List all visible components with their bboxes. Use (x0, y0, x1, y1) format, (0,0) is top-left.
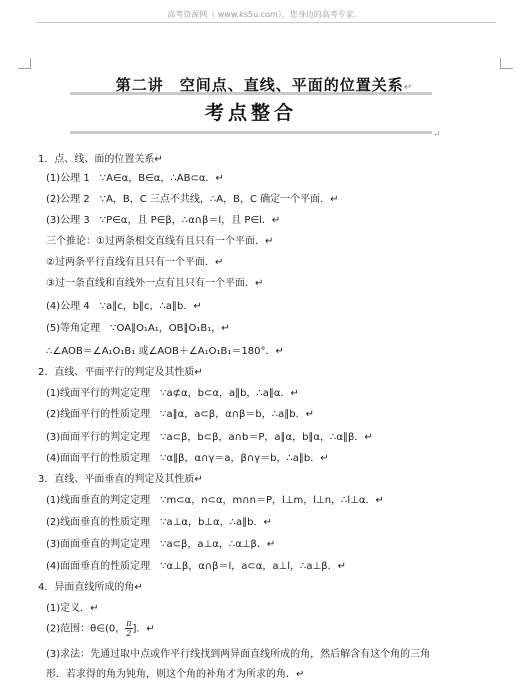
content-line: (4)面面平行的性质定理 ∵α∥β，α∩γ＝a，β∩γ＝b，∴a∥b．↵ (46, 453, 329, 464)
page-header-source: 高考资源网（ www.ks5u.com），您身边的高考专家。 (167, 10, 362, 19)
crop-mark-top-right (500, 58, 513, 69)
content-line: 2．直线、平面平行的判定及其性质↵ (38, 367, 203, 378)
content-line: ②过两条平行直线有且只有一个平面．↵ (46, 257, 224, 268)
content-line: (3)面面垂直的判定定理 ∵a⊂β，a⊥α，∴α⊥β．↵ (46, 539, 276, 550)
crop-mark-top-left (18, 58, 31, 69)
header-divider (36, 22, 496, 23)
content-line: (3)公理 3 ∵P∈α，且 P∈β，∴α∩β＝l，且 P∈l．↵ (46, 215, 281, 226)
content-line: (2)线面垂直的性质定理 ∵a⊥α，b⊥α，∴a∥b．↵ (46, 517, 272, 528)
content-line: 1．点、线、面的位置关系↵ (38, 154, 163, 165)
fraction (125, 619, 132, 638)
section-banner-text: 考点整合 (204, 102, 297, 124)
content-line: ∴∠AOB＝∠A₁O₁B₁ 或∠AOB＋∠A₁O₁B₁＝180°．↵ (46, 346, 284, 357)
content-line: (2)公理 2 ∵A，B，C 三点不共线，∴A，B，C 确定一个平面．↵ (46, 194, 339, 205)
content-line: (2)线面平行的性质定理 ∵a∥α，a⊂β，α∩β＝b，∴a∥b．↵ (46, 409, 314, 420)
content-line: (3)求法：先通过取中点或作平行线找到两异面直线所成的角，然后解含有这个角的三角 (46, 649, 431, 660)
content-line: (1)定义．↵ (46, 603, 99, 614)
content-line: 三个推论：①过两条相交直线有且只有一个平面．↵ (46, 236, 274, 247)
lecture-title-text: 第二讲 空间点、直线、平面的位置关系 (115, 76, 404, 94)
range-suffix: ]．↵ (132, 623, 155, 635)
range-prefix: (2)范围：θ∈(0， (46, 623, 126, 635)
range-line (46, 619, 155, 638)
content-line: (4)面面垂直的性质定理 ∵α⊥β，α∩β＝l，a⊂α，a⊥l，∴a⊥β．↵ (46, 561, 346, 572)
section-banner (70, 92, 432, 134)
fraction-numerator: π (126, 619, 132, 628)
paragraph-mark: ↵ (403, 82, 414, 93)
content-line: ③过一条直线和直线外一点有且只有一个平面．↵ (46, 278, 264, 289)
content-line: (1)线面垂直的判定定理 ∵m⊂α，n⊂α，m∩n＝P，l⊥m，l⊥n，∴l⊥α．↵ (46, 495, 384, 506)
paragraph-mark: ↵ (433, 130, 441, 140)
fraction-denominator: 2 (126, 629, 132, 638)
content-line: (4)公理 4 ∵a∥c，b∥c，∴a∥b．↵ (46, 301, 202, 312)
content-line: (1)线面平行的判定定理 ∵a⊄α，b⊂α，a∥b，∴a∥α．↵ (46, 388, 299, 399)
content-line: 形．若求得的角为钝角，则这个角的补角才为所求的角．↵ (46, 669, 305, 680)
content-line: 3．直线、平面垂直的判定及其性质↵ (38, 474, 203, 485)
content-line: 4．异面直线所成的角↵ (38, 582, 143, 593)
content-line: (1)公理 1 ∵A∈α，B∈α，∴AB⊂α．↵ (46, 173, 224, 184)
content-line: (5)等角定理 ∵OA∥O₁A₁，OB∥O₁B₁，↵ (46, 323, 230, 334)
content-line: (3)面面平行的判定定理 ∵a⊂β，b⊂β，a∩b＝P，a∥α，b∥α，∴α∥β．↵ (46, 432, 373, 443)
